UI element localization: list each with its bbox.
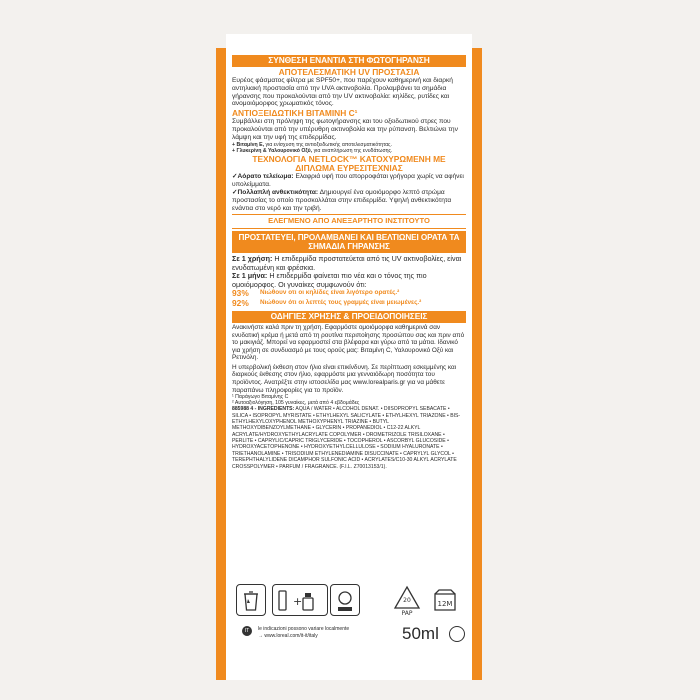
usage-bar: ΟΔΗΓΙΕΣ ΧΡΗΣΗΣ & ΠΡΟΕΙΔΟΠΟΙΗΣΕΙΣ [232,311,466,323]
ingredients-list: 885988 4 - INGREDIENTS: AQUA / WATER • ALCOHOL DENAT. • DIISOPROPYL SEBACATE • SILICA • ISOPROPYL MYRISTATE • ETHYLHEXYL SALICYLATE • ETHYLHEXYL TRIAZONE • BIS-ETHYLHEXYLOXYPHENOL METHOXYPHENYL TRIAZINE • BUTYL METHOXYDIBENZOYLMETHANE • GLYCERIN • PROPANEDIOL • C12-22 ALKYL ACRYLATE/HYDROXYETHYLACRYLATE COPOLYMER • DROMETRIZOLE TRISILOXANE • PERLITE • CAPRYLIC/CAPRIC TRIGLYCERIDE • TOCOPHEROL • ASCORBYL GLUCOSIDE • HYDROXYACETOPHENONE • HYDROXYETHYLCELLULOSE • SODIUM HYALURONATE • TRIETHANOLAMINE • TRISODIUM ETHYLENEDIAMINE DISUCCINATE • CAPRYLYL GLYCOL • TEREPHTHALYLIDENE DICAMPHOR SULFONIC ACID • ACRYLATES/C10-30 ALKYL ACRYLATE CROSSPOLYMER • PARFUM / FRAGRANCE. (F.I.L. Z70013153/1). [232,406,461,470]
stat-spots: 93% Νιώθουν οτι οι κηλίδες είναι λιγότερο ορατές.² [232,288,400,299]
left-orange-stripe [216,48,226,680]
pap-label: PAP [401,610,413,616]
footnote-1: ¹ Παράγωγο Βιταμίνης C [232,394,289,401]
vitc-bullet-e: + Βιταμίνη Ε, για ενίσχυση της αντιοξειδωτικής αποτελεσματικότητας. [232,141,393,148]
recycle-bin-icon [236,584,266,616]
netlock-item-resistance: ✓Πολλαπλή ανθεκτικότητα: Δημιουργεί ένα ομοιόμορφο λεπτό στρώμα προστασίας το οποίο προσκολλάται στην επιδερμίδα. Υψηλή ανθεκτικότητα ενάντια στο νερό και την τριβή. [232,188,452,212]
footer-line-2: → www.loreal.com/it-it/italy [258,632,318,639]
pap-number: 20 [403,597,411,604]
pao-jar-icon [430,588,460,614]
result-one-month: Σε 1 μήνα: Η επιδερμίδα φαίνεται πιο νέα και ο τόνος της πιο ομοιόμορφος. Οι γυναίκες συμφωνούν ότι: [232,271,427,289]
netlock-item-invisible: ✓Αόρατο τελείωμα: Ελαφριά υφή που απορροφάται γρήγορα χωρίς να αφήνει υπολείμματα. [232,173,464,189]
divider [232,228,466,229]
usage-text: Ανακινήστε καλά πριν τη χρήση. Εφαρμόστε ομοιόμορφα καθημερινά σαν ενυδατική κρέμα ή μετά από τη ρουτίνα περιποίησης προσώπου σας και πριν από το μακιγιάζ. Μπορεί να εφαρμοστεί στα βλέφαρα και γύρω από τα μάτια. Ιδανικό για χρήση σε συνδυασμό με τους ορούς μας: Βιταμίνη C, Υαλουρονικό Οξύ και Ρετινόλη. [232,324,465,362]
box-tab [226,34,472,48]
divider [232,214,466,215]
panel-content [232,55,466,470]
footer-line-1: le indicazioni possono variare localmente [258,626,350,632]
uv-text: Ευρέος φάσματος φίλτρα με SPF50+, που παρέχουν καθημερινή και διαρκή αντηλιακή προστασία από την UVA ακτινοβολία. Προλαμβάνει τα σημάδια γήρανσης που προκαλούνται από την UV ακτινοβολία: κηλίδες, ρυτίδες και ανομοιόμορφος χρωματικός τόνος. [232,77,453,108]
certification-icon [449,626,465,642]
stat-lines: 92% Νιώθουν ότι οι λεπτές τους γραμμές είναι μειωμένες.² [232,298,422,309]
warning-text: Η υπερβολική έκθεση στον ήλιο είναι επικίνδυνη. Σε περίπτωση εσκεμμένης και διαρκούς έκθεσης στον ήλιο, εφαρμόστε μια γενναιόδωρη ποσότητα του προϊόντος. Ανατρέξτε στην ιστοσελίδα μας www.lorealparis.gr για να μάθετε παραπάνω πληροφορίες για το προϊόν. [232,363,457,394]
formula-header-bar: ΣΥΝΘΕΣΗ ΕΝΑΝΤΙΑ ΣΤΗ ΦΩΤΟΓΗΡΑΝΣΗ [232,55,466,67]
recycling-icons [236,584,466,624]
sorting-bin-icon [330,584,360,616]
it-badge: IT [242,626,252,636]
right-orange-stripe [472,48,482,680]
netlock-title: ΤΕΧΝΟΛΟΓΙΑ NETLOCK™ ΚΑΤΟΧΥΡΩΜΕΝΗ ΜΕ ΔΙΠΛΩΜΑ ΕΥΡΕΣΙΤΕΧΝΙΑΣ [252,153,446,174]
vitc-text: Συμβάλλει στη πρόληψη της φωτογήρανσης και του οξειδωτικού στρες που προκαλούνται από την υπέρυθρη ακτινοβολία και την ρύπανση. Βελτιώνει την λάμψη και την υφή της επιδερμίδας. [232,118,458,141]
pap-recycling-icon [392,584,422,616]
packaging-parts-icon [272,584,328,616]
footer-info [244,626,350,639]
footnote-2: ² Αυτοαξιολόγηση, 105 γυναίκες, μετά από 4 εβδομάδες [232,400,360,407]
tested-label: ΕΛΕΓΜΕΝΟ ΑΠΟ ΑΝΕΞΑΡΤΗΤΟ ΙΝΣΤΙΤΟΥΤΟ [268,216,430,226]
vitc-title: ΑΝΤΙΟΞΕΙΔΩΤΙΚΗ ΒΙΤΑΜΙΝΗ C¹ [232,108,358,119]
protect-bar: ΠΡΟΣΤΑΤΕΥΕΙ, ΠΡΟΛΑΜΒΑΝΕΙ ΚΑΙ ΒΕΛΤΙΩΝΕΙ ΟΡΑΤΑ ΤΑ ΣΗΜΑΔΙΑ ΓΗΡΑΝΣΗΣ [232,231,466,254]
vitc-bullet-glycerin: + Γλυκερίνη & Υαλουρονικό Οξύ, για αναπλήρωση της ενυδάτωσης. [232,147,393,154]
result-one-use: Σε 1 χρήση: Η επιδερμίδα προστατεύεται από τις UV ακτινοβολίες, είναι ενυδατωμένη και φρέσκια. [232,254,462,272]
uv-title: ΑΠΟΤΕΛΕΣΜΑΤΙΚΗ UV ΠΡΟΣΤΑΣΙΑ [278,66,420,77]
pao-label: 12M [437,600,453,608]
volume-label: 50ml [402,624,439,643]
svg-text:+: + [293,595,303,608]
